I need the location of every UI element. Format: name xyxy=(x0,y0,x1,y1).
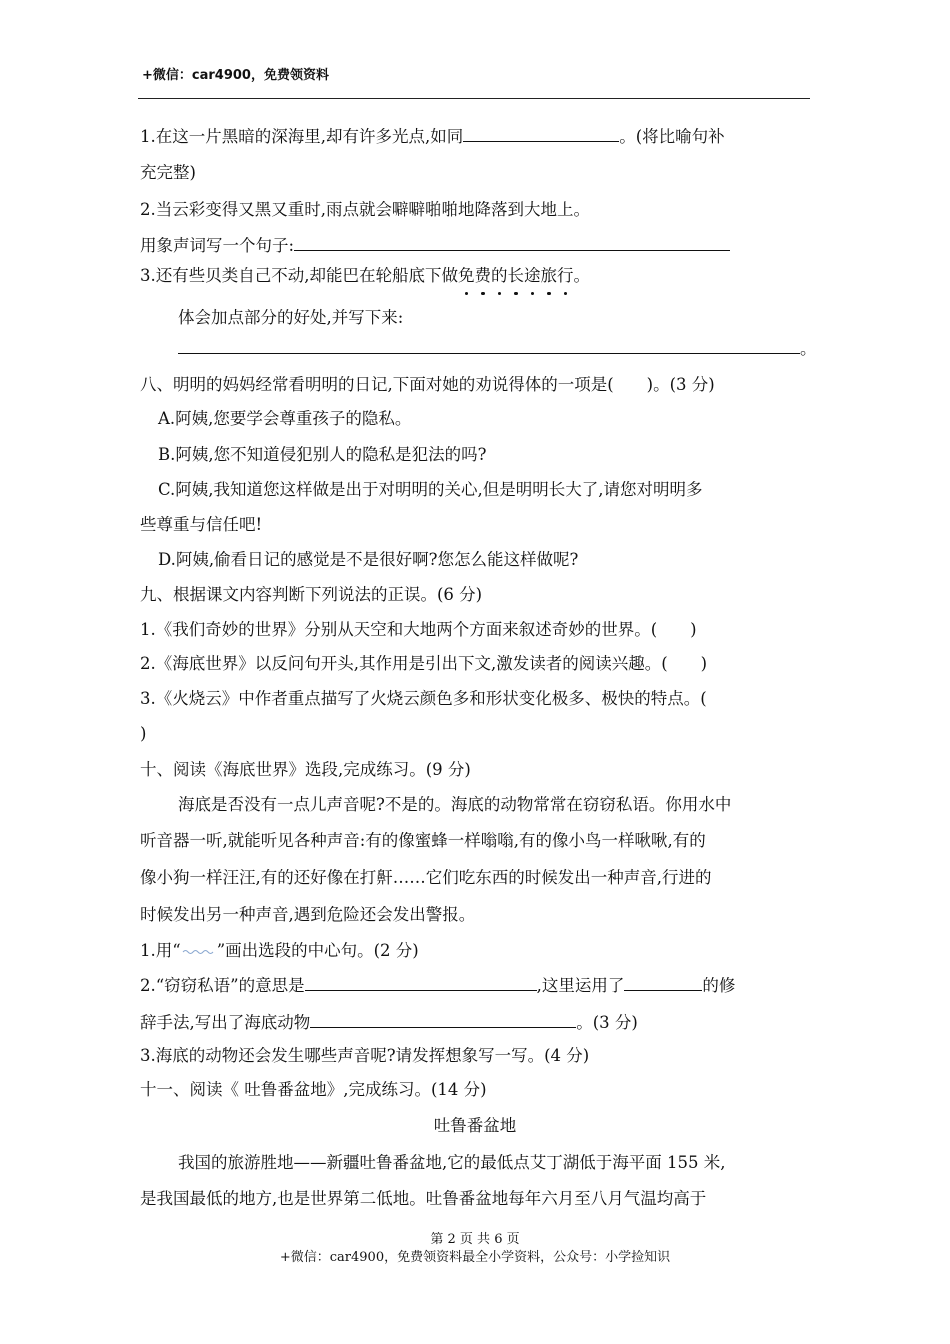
page-number: 第 2 页 共 6 页 xyxy=(430,1232,520,1247)
q8-option-c-cont: 些尊重与信任吧! xyxy=(140,515,263,534)
header-divider xyxy=(138,98,810,99)
q7-item3-answer: 。 xyxy=(178,336,817,361)
q10-passage-line: 像小狗一样汪汪,有的还好像在打鼾……它们吃东西的时候发出一种声音,行进的 xyxy=(140,868,712,887)
page-footer: +微信：car4900，免费领资料最全小学资料，公众号：小学捡知识 xyxy=(279,1250,671,1265)
q7-item2-prompt: 用象声词写一个句子: xyxy=(140,233,730,258)
q8-option-d: D.阿姨,偷看日记的感觉是不是很好啊?您怎么能这样做呢? xyxy=(158,550,579,569)
q8-title: 八、明明的妈妈经常看明明的日记,下面对她的劝说得体的一项是( )。(3 分) xyxy=(140,375,715,394)
q7-item1: 1.在这一片黑暗的深海里,却有许多光点,如同 。(将比喻句补 xyxy=(140,124,725,149)
q11-passage-line: 是我国最低的地方,也是世界第二低地。吐鲁番盆地每年六月至八月气温均高于 xyxy=(140,1189,707,1208)
q11-title: 十一、阅读《 吐鲁番盆地》,完成练习。(14 分) xyxy=(140,1080,487,1099)
q9-title: 九、根据课文内容判断下列说法的正误。(6 分) xyxy=(140,585,483,604)
q10-item-2-cont: 辞手法,写出了海底动物 。(3 分) xyxy=(140,1010,638,1035)
q10-title: 十、阅读《海底世界》选段,完成练习。(9 分) xyxy=(140,760,471,779)
q9-statement-3-cont: ) xyxy=(140,724,147,743)
answer-blank[interactable] xyxy=(178,336,800,354)
q10-item-1: 1.用“ ”画出选段的中心句。(2 分) xyxy=(140,938,419,963)
answer-blank[interactable] xyxy=(294,233,730,251)
answer-blank[interactable] xyxy=(310,1010,576,1028)
q10-passage-line: 时候发出另一种声音,遇到危险还会发出警报。 xyxy=(140,905,476,924)
q9-statement-3: 3.《火烧云》中作者重点描写了火烧云颜色多和形状变化极多、极快的特点。( xyxy=(140,689,707,708)
q8-option-c: C.阿姨,我知道您这样做是出于对明明的关心,但是明明长大了,请您对明明多 xyxy=(158,480,703,499)
q7-item3: 3.还有些贝类自己不动,却能巴在轮船底下做免费的长途旅行。 xyxy=(140,264,590,288)
wavy-underline-icon xyxy=(181,938,217,956)
q7-item1-cont: 充完整) xyxy=(140,163,196,182)
q9-statement-1: 1.《我们奇妙的世界》分别从天空和大地两个方面来叙述奇妙的世界。( ) xyxy=(140,620,697,639)
answer-blank[interactable] xyxy=(624,973,702,991)
answer-blank[interactable] xyxy=(463,124,619,142)
q10-passage-line: 海底是否没有一点儿声音呢?不是的。海底的动物常常在窃窃私语。你用水中 xyxy=(178,795,732,814)
answer-blank[interactable] xyxy=(305,973,537,991)
q8-option-b: B.阿姨,您不知道侵犯别人的隐私是犯法的吗? xyxy=(158,445,487,464)
q11-passage-heading: 吐鲁番盆地 xyxy=(433,1116,517,1135)
q11-passage-line: 我国的旅游胜地——新疆吐鲁番盆地,它的最低点艾丁湖低于海平面 155 米, xyxy=(178,1153,726,1172)
q10-passage-line: 听音器一听,就能听见各种声音:有的像蜜蜂一样嗡嗡,有的像小鸟一样啾啾,有的 xyxy=(140,831,706,850)
q7-item3-prompt: 体会加点部分的好处,并写下来: xyxy=(178,308,404,327)
q8-option-a: A.阿姨,您要学会尊重孩子的隐私。 xyxy=(158,409,412,428)
q10-item-3: 3.海底的动物还会发生哪些声音呢?请发挥想象写一写。(4 分) xyxy=(140,1046,590,1065)
q10-item-2: 2.“窃窃私语”的意思是 ,这里运用了 的修 xyxy=(140,973,735,998)
page-header: +微信：car4900，免费领资料 xyxy=(142,68,329,83)
q9-statement-2: 2.《海底世界》以反问句开头,其作用是引出下文,激发读者的阅读兴趣。( ) xyxy=(140,654,708,673)
q7-item2: 2.当云彩变得又黑又重时,雨点就会噼噼啪啪地降落到大地上。 xyxy=(140,200,590,219)
